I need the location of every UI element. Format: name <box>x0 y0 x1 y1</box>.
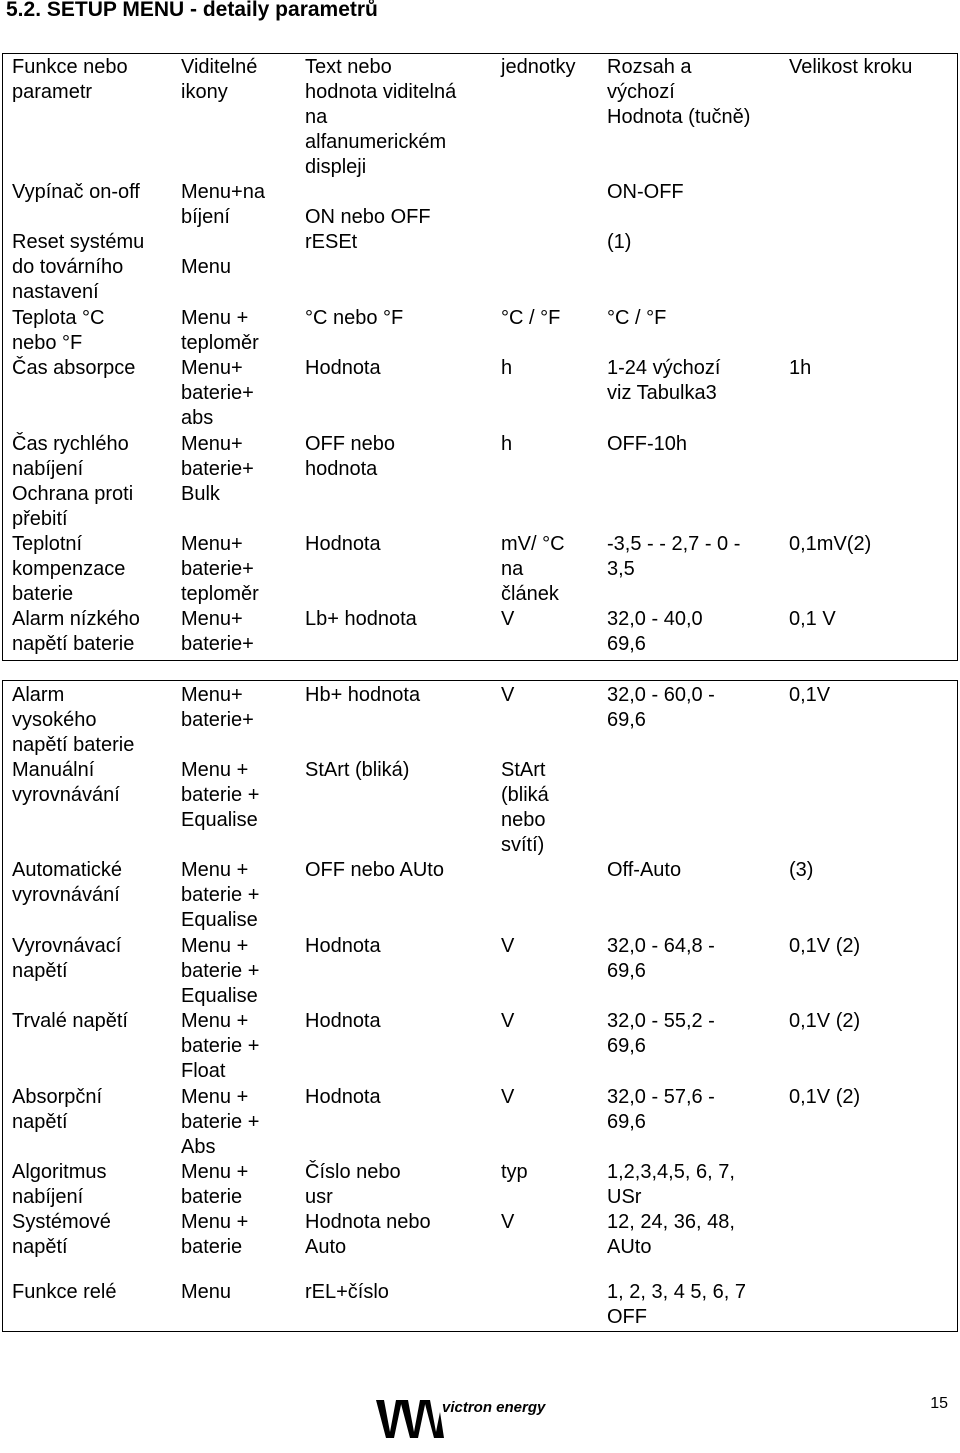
cell-display-text: °C nebo °F <box>305 307 404 329</box>
cell-icons: Menu+ baterie+ <box>181 684 254 731</box>
cell-function: Algoritmus nabíjení <box>12 1161 107 1208</box>
cell-step: 0,1V (2) <box>789 935 861 957</box>
cell-icons: Menu + baterie <box>181 1211 249 1258</box>
cell-display-text: Hb+ hodnota <box>305 684 421 706</box>
cell-display-text: StArt (bliká) <box>305 759 410 781</box>
cell-icons: Menu + baterie + Equalise <box>181 859 260 931</box>
cell-range-default: 32,0 - 60,0 - 69,6 <box>607 684 715 731</box>
cell-icons: Menu+ baterie+ abs <box>181 357 254 429</box>
logo-text: victron energy <box>442 1399 546 1416</box>
cell-function: Čas rychlého nabíjení Ochrana proti přebití <box>12 433 134 530</box>
cell-icons: Menu + baterie + Float <box>181 1010 260 1082</box>
cell-display-text: ON nebo OFF <box>305 206 431 228</box>
cell-units: V <box>501 1086 515 1108</box>
cell-function: Absorpční napětí <box>12 1086 103 1133</box>
cell-icons: Menu+ baterie+ teploměr <box>181 533 259 605</box>
cell-range-default: OFF-10h <box>607 433 688 455</box>
cell-display-text: Hodnota <box>305 1086 381 1108</box>
cell-display-text: Hodnota <box>305 533 381 555</box>
victron-logo <box>370 1392 560 1442</box>
header-display-text: Text nebo hodnota viditelná na alfanumerickém displeji <box>305 56 457 178</box>
cell-range-default: 32,0 - 57,6 - 69,6 <box>607 1086 715 1133</box>
cell-range-default: 12, 24, 36, 48, AUto <box>607 1211 735 1258</box>
cell-function: Alarm vysokého napětí baterie <box>12 684 135 756</box>
header-units: jednotky <box>501 56 576 78</box>
section-title: 5.2. SETUP MENU - detaily parametrů <box>6 0 378 21</box>
cell-function: Automatické vyrovnávání <box>12 859 123 906</box>
cell-display-text: OFF nebo AUto <box>305 859 444 881</box>
cell-function: Manuální vyrovnávání <box>12 759 120 806</box>
cell-units: h <box>501 433 513 455</box>
cell-step: (3) <box>789 859 814 881</box>
cell-icons: Menu+ baterie+ <box>181 608 254 655</box>
cell-units: StArt (bliká nebo svítí) <box>501 759 549 856</box>
cell-display-text: Hodnota <box>305 935 381 957</box>
cell-range-default: 1,2,3,4,5, 6, 7, USr <box>607 1161 735 1208</box>
cell-range-default: 32,0 - 40,0 69,6 <box>607 608 703 655</box>
cell-range-default: Off-Auto <box>607 859 682 881</box>
table-frame-bottom <box>2 680 958 1332</box>
cell-display-text: Číslo nebo usr <box>305 1161 401 1208</box>
cell-display-text: Lb+ hodnota <box>305 608 417 630</box>
cell-step: 0,1mV(2) <box>789 533 872 555</box>
cell-step: 0,1 V <box>789 608 836 630</box>
cell-range-default: 1-24 výchozí viz Tabulka3 <box>607 357 721 404</box>
cell-units: V <box>501 684 515 706</box>
cell-icons: Menu + teploměr <box>181 307 259 354</box>
cell-units: V <box>501 935 515 957</box>
table-frame-top <box>2 53 958 661</box>
cell-units: °C / °F <box>501 307 561 329</box>
cell-icons: Menu + baterie + Equalise <box>181 759 260 831</box>
cell-units: V <box>501 1010 515 1032</box>
cell-icons: Menu <box>181 256 232 278</box>
cell-function: Reset systému do továrního nastavení <box>12 231 145 303</box>
cell-units: V <box>501 608 515 630</box>
cell-step: 1h <box>789 357 812 379</box>
cell-function: Teplota °C nebo °F <box>12 307 105 354</box>
cell-step: 0,1V (2) <box>789 1010 861 1032</box>
cell-function: Trvalé napětí <box>12 1010 128 1032</box>
cell-function: Čas absorpce <box>12 357 136 379</box>
cell-icons: Menu+ baterie+ Bulk <box>181 433 254 505</box>
cell-display-text: rESEt <box>305 231 358 253</box>
cell-function: Alarm nízkého napětí baterie <box>12 608 140 655</box>
cell-display-text: Hodnota nebo Auto <box>305 1211 431 1258</box>
cell-icons: Menu <box>181 1281 232 1303</box>
cell-units: typ <box>501 1161 528 1183</box>
cell-range-default: ON-OFF <box>607 181 684 203</box>
cell-icons: Menu + baterie <box>181 1161 249 1208</box>
cell-icons: Menu+na bíjení <box>181 181 265 228</box>
page-number: 15 <box>930 1395 948 1412</box>
cell-range-default: 32,0 - 64,8 - 69,6 <box>607 935 715 982</box>
cell-function: Teplotní kompenzace baterie <box>12 533 126 605</box>
cell-display-text: rEL+číslo <box>305 1281 389 1303</box>
cell-units: mV/ °C na článek <box>501 533 565 605</box>
cell-range-default: -3,5 - - 2,7 - 0 - 3,5 <box>607 533 741 580</box>
cell-icons: Menu + baterie + Abs <box>181 1086 260 1158</box>
cell-range-default: 32,0 - 55,2 - 69,6 <box>607 1010 715 1057</box>
cell-step: 0,1V (2) <box>789 1086 861 1108</box>
cell-units: V <box>501 1211 515 1233</box>
header-range-default: Rozsah a výchozí Hodnota (tučně) <box>607 56 751 128</box>
cell-display-text: Hodnota <box>305 357 381 379</box>
header-step: Velikost kroku <box>789 56 913 78</box>
cell-range-default: (1) <box>607 231 632 253</box>
cell-display-text: OFF nebo hodnota <box>305 433 396 480</box>
cell-units: h <box>501 357 513 379</box>
cell-function: Systémové napětí <box>12 1211 111 1258</box>
victron-logo-mark <box>376 1400 444 1438</box>
cell-icons: Menu + baterie + Equalise <box>181 935 260 1007</box>
cell-function: Funkce relé <box>12 1281 117 1303</box>
cell-display-text: Hodnota <box>305 1010 381 1032</box>
cell-function: Vyrovnávací napětí <box>12 935 122 982</box>
cell-step: 0,1V <box>789 684 831 706</box>
header-function: Funkce nebo parametr <box>12 56 128 103</box>
cell-range-default: °C / °F <box>607 307 667 329</box>
header-icons: Viditelné ikony <box>181 56 258 103</box>
cell-function: Vypínač on-off <box>12 181 140 203</box>
cell-range-default: 1, 2, 3, 4 5, 6, 7 OFF <box>607 1281 746 1328</box>
